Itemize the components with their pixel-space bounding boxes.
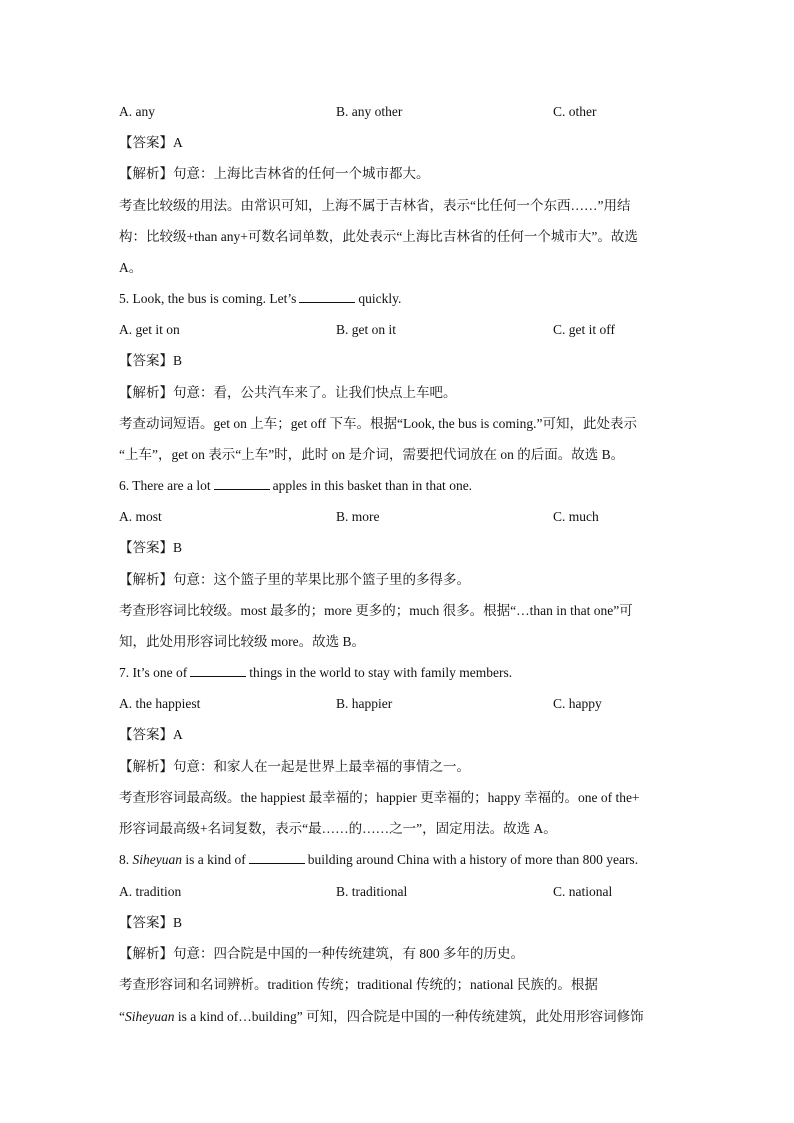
- q7-stem-end: things in the world to stay with family members.: [249, 665, 513, 680]
- q7-explain-line-2: 形容词最高级+名词复数，表示“最……的……之一”，固定用法。故选 A。: [119, 821, 557, 836]
- q8-explain-rest: is a kind of…building” 可知，四合院是中国的一种传统建筑，此处用形容词修饰: [174, 1009, 644, 1024]
- q4-analysis: 【解析】句意：上海比吉林省的任何一个城市都大。: [119, 166, 430, 181]
- q8-analysis: 【解析】句意：四合院是中国的一种传统建筑，有 800 多年的历史。: [119, 946, 524, 961]
- q8-stem-end: building around China with a history of more than 800 years.: [307, 852, 639, 867]
- q7-option-b: B. happier: [336, 696, 393, 711]
- q8-option-a: A. tradition: [119, 884, 182, 899]
- q6-option-a: A. most: [119, 509, 162, 524]
- q6-option-b: B. more: [336, 509, 380, 524]
- q5-option-c: C. get it off: [553, 322, 615, 337]
- q7-option-a: A. the happiest: [119, 696, 201, 711]
- q5-explain-line-1: 考查动词短语。get on 上车；get off 下车。根据“Look, the bus is coming.”可知，此处表示: [119, 416, 637, 431]
- q8-explain-line-1: 考查形容词和名词辨析。tradition 传统；traditional 传统的；national 民族的。根据: [119, 977, 598, 992]
- q8-stem: [119, 850, 638, 870]
- q4-explain-line-2: 构：比较级+than any+可数名词单数，此处表示“上海比吉林省的任何一个城市大”。故选: [119, 229, 638, 244]
- q8-answer: 【答案】B: [119, 915, 183, 930]
- q4-answer: 【答案】A: [119, 135, 183, 150]
- q4-option-c: C. other: [553, 104, 597, 119]
- q8-explain-open-quote: “: [119, 1009, 125, 1024]
- q7-blank: [190, 664, 246, 677]
- q5-stem: [119, 289, 401, 309]
- q4-explain-line-1: 考查比较级的用法。由常识可知，上海不属于吉林省，表示“比任何一个东西……”用结: [119, 198, 631, 213]
- q8-stem-start: is a kind of: [185, 852, 246, 867]
- q7-analysis: 【解析】句意：和家人在一起是世界上最幸福的事情之一。: [119, 759, 470, 774]
- q8-blank: [249, 851, 305, 864]
- q8-explain-line-2: [119, 1007, 644, 1027]
- q5-stem-end: quickly.: [358, 291, 402, 306]
- q4-option-a: A. any: [119, 104, 155, 119]
- q6-stem: [119, 476, 472, 496]
- q5-option-a: A. get it on: [119, 322, 180, 337]
- q5-blank: [299, 290, 355, 303]
- q8-option-b: B. traditional: [336, 884, 408, 899]
- q6-explain-line-1: 考查形容词比较级。most 最多的；more 更多的；much 很多。根据“…than in that one”可: [119, 603, 633, 618]
- q6-analysis: 【解析】句意：这个篮子里的苹果比那个篮子里的多得多。: [119, 572, 470, 587]
- q5-stem-start: 5. Look, the bus is coming. Let’s: [119, 291, 297, 306]
- q8-explain-siheyuan: Siheyuan: [125, 1009, 175, 1024]
- q6-stem-start: 6. There are a lot: [119, 478, 211, 493]
- q7-stem-start: 7. It’s one of: [119, 665, 188, 680]
- q7-explain-line-1: 考查形容词最高级。the happiest 最幸福的；happier 更幸福的；happy 幸福的。one of the+: [119, 790, 640, 805]
- q5-explain-line-2: “上车”，get on 表示“上车”时，此时 on 是介词，需要把代词放在 on 的后面。故选 B。: [119, 447, 625, 462]
- q6-stem-end: apples in this basket than in that one.: [272, 478, 473, 493]
- q5-answer: 【答案】B: [119, 353, 183, 368]
- q8-stem-number: 8.: [119, 852, 130, 867]
- q6-blank: [214, 477, 270, 490]
- q4-option-b: B. any other: [336, 104, 403, 119]
- q8-stem-siheyuan: Siheyuan: [132, 852, 182, 867]
- q6-explain-line-2: 知，此处用形容词比较级 more。故选 B。: [119, 634, 365, 649]
- q8-option-c: C. national: [553, 884, 613, 899]
- q7-answer: 【答案】A: [119, 727, 183, 742]
- q4-explain-line-3: A。: [119, 260, 143, 275]
- q6-option-c: C. much: [553, 509, 599, 524]
- q5-analysis: 【解析】句意：看，公共汽车来了。让我们快点上车吧。: [119, 385, 457, 400]
- q7-option-c: C. happy: [553, 696, 602, 711]
- q5-option-b: B. get on it: [336, 322, 396, 337]
- q7-stem: [119, 663, 512, 683]
- q6-answer: 【答案】B: [119, 540, 183, 555]
